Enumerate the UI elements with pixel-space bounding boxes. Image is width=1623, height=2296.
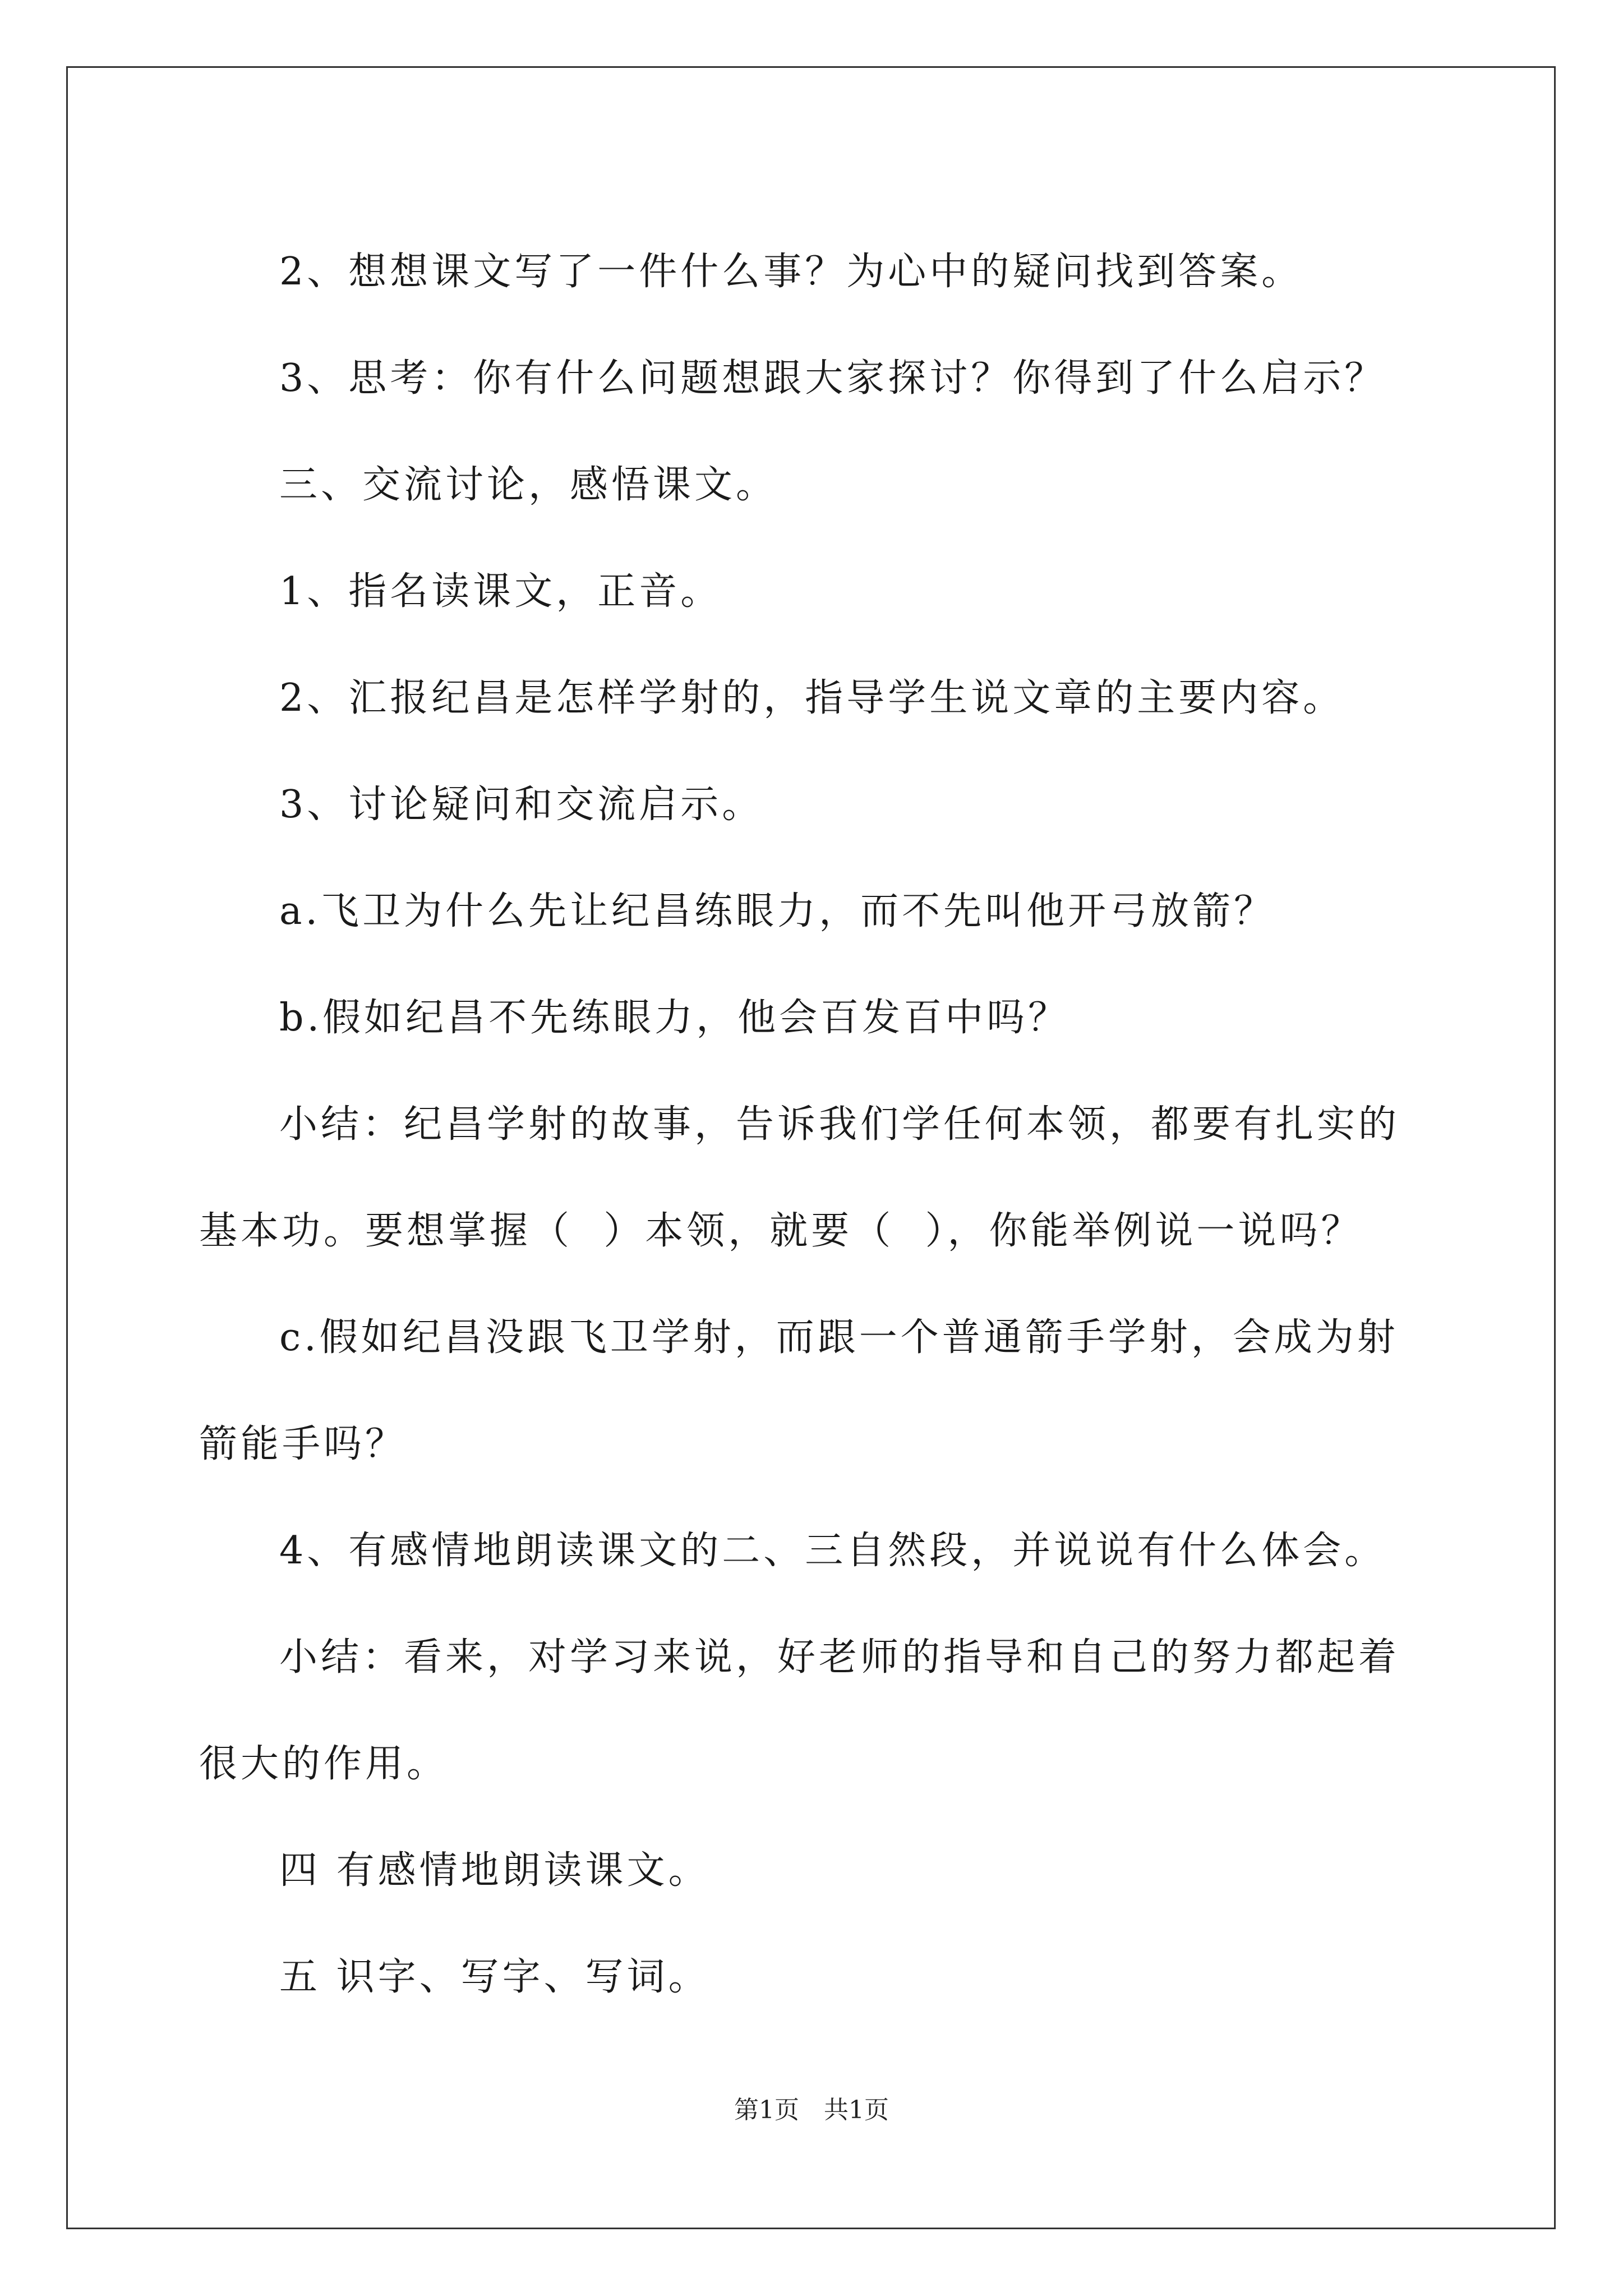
paragraph-step-4: 4、有感情地朗读课文的二、三自然段，并说说有什么体会。 [279,1529,1386,1573]
paragraph-step-2: 2、想想课文写了一件什么事？为心中的疑问找到答案。 [279,250,1303,294]
page-footer [0,2090,1623,2125]
page-number: 第1页 [734,2096,799,2124]
question-c: c.假如纪昌没跟飞卫学射，而跟一个普通箭手学射，会成为射箭能手吗？ [199,1315,1399,1466]
section-heading-4: 四 有感情地朗读课文。 [279,1848,710,1893]
section-heading-5: 五 识字、写字、写词。 [279,1955,710,1999]
summary-2: 小结：看来，对学习来说，好老师的指导和自己的努力都起着很大的作用。 [199,1635,1400,1786]
question-b: b.假如纪昌不先练眼力，他会百发百中吗？ [279,996,1070,1040]
summary-1: 小结：纪昌学射的故事，告诉我们学任何本领，都要有扎实的基本功。要想掌握（ ）本领，就要（ ），你能举例说一说吗？ [199,1102,1400,1253]
paragraph-discuss: 3、讨论疑问和交流启示。 [279,783,764,827]
paragraph-step-3-think: 3、思考：你有什么问题想跟大家探讨？你得到了什么启示？ [279,356,1386,401]
paragraph-read-aloud: 1、指名读课文，正音。 [279,569,722,614]
question-a: a.飞卫为什么先让纪昌练眼力，而不先叫他开弓放箭？ [279,889,1276,933]
document-body [199,219,1424,2031]
page-total: 共1页 [824,2096,889,2124]
section-heading-3: 三、交流讨论，感悟课文。 [279,463,778,507]
paragraph-report: 2、汇报纪昌是怎样学射的，指导学生说文章的主要内容。 [279,676,1345,720]
